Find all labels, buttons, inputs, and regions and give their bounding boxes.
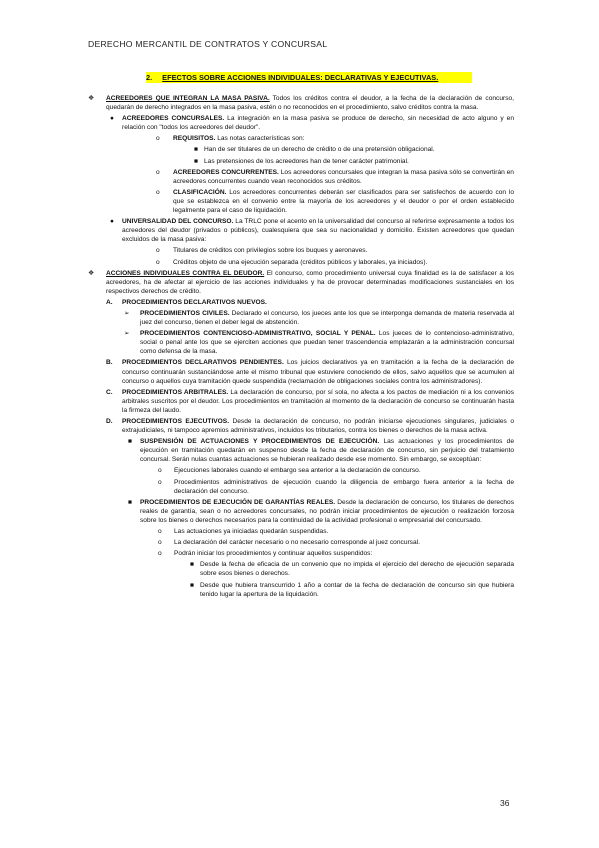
list-item (88, 134, 514, 143)
item-text: Las actuaciones y los procedimientos de ejecución en tramitación quedarán en suspenso desde la fecha de declaración de concurso, sin perjuicio del tratamiento concursal. Serán nulas cuantas actuaciones se hubieran realizado desde ese momento. Sin embargo, se exceptúan: (140, 438, 514, 464)
list-item (88, 527, 514, 536)
item-text: Todos los créditos contra el deudor, a la fecha de la declaración de concurso, quedarán de derecho integrados en la masa pasiva, estén o no reconocidos en el procedimiento, salvo créditos contra la masa. (106, 95, 514, 112)
list-item (88, 581, 514, 599)
list-item (88, 168, 514, 186)
list-item (88, 466, 514, 475)
item-text: Desde que hubiera transcurrido 1 año a contar de la fecha de declaración de concurso sin que hubiera tenido lugar la apertura de la liquidación. (200, 581, 514, 598)
list-item (88, 560, 514, 578)
item-text: Han de ser titulares de un derecho de crédito o de una pretensión obligacional. (204, 146, 435, 154)
circle-bullet-icon: o (158, 478, 162, 486)
list-item (88, 94, 514, 112)
item-text: Los acreedores concursales que integran la masa pasiva sólo se convertirán en acreedores concurrentes cuando vean reconocidos sus créditos. (173, 168, 514, 185)
list-item (88, 538, 514, 547)
list-item (88, 269, 514, 296)
item-text: Desde la declaración de concurso, los titulares de derechos reales de garantía, sean o no acreedores concursales, no podrán iniciar procedimientos de ejecución o realización forzosa sobre los bienes o derechos necesarios para la continuidad de la actividad profesional o empresarial del concursado. (140, 498, 514, 524)
list-item (88, 145, 514, 154)
item-text: Los jueces de lo contencioso-administrativo, social o penal ante los que se ejerciten acciones que puedan tener trascendencia emplazarán a la administración concursal como defensa de la masa. (140, 330, 515, 356)
item-text: La declaración de concurso, por sí sola, no afecta a los pactos de mediación ni a los convenios arbitrales suscritos por el deudor. Los procedimientos en tramitación al momento de la declaración de concurso se continuarán hasta la firmeza del laudo. (122, 388, 514, 414)
arrow-bullet-icon: ➢ (124, 330, 130, 338)
circle-bullet-icon: o (156, 247, 160, 255)
square-bullet-icon: ■ (128, 498, 132, 506)
list-item (88, 114, 514, 132)
list-item (88, 549, 514, 558)
list-item (88, 329, 514, 356)
document-body (88, 94, 514, 601)
bullet-icon: ● (110, 115, 114, 123)
item-text: La TRLC pone el acento en la universalidad del concurso al referirse expresamente a todos los acreedores del deudor (privados o públicos), cualesquiera que sea su nacionalidad y domicilio. Existen acreedores que quedan excluidos de la masa pasiva: (122, 218, 515, 244)
item-text: Ejecuciones laborales cuando el embargo sea anterior a la declaración de concurso. (174, 467, 421, 475)
item-heading: PROCEDIMIENTOS CIVILES. (140, 309, 230, 317)
item-text: Procedimientos administrativos de ejecución cuando la diligencia de embargo fuera anterior a la fecha de declaración del concurso. (174, 478, 514, 495)
item-text: Las actuaciones ya iniciadas quedarán suspendidas. (174, 528, 329, 536)
arrow-bullet-icon: ➢ (124, 309, 130, 317)
letter-marker: B. (106, 359, 113, 367)
circle-bullet-icon: o (156, 135, 160, 143)
section-number: 2. (146, 73, 153, 82)
letter-marker: D. (106, 418, 113, 425)
item-text: Titulares de créditos con privilegios sobre los buques y aeronaves. (173, 247, 368, 255)
square-bullet-icon: ■ (128, 438, 132, 446)
square-bullet-icon: ■ (190, 561, 194, 569)
list-item (88, 188, 514, 215)
item-heading: PROCEDIMIENTOS DE EJECUCIÓN DE GARANTÍAS REALES. (140, 498, 336, 506)
item-heading: PROCEDIMIENTOS ARBITRALES. (122, 388, 229, 396)
bullet-icon: ● (110, 218, 114, 226)
item-heading: SUSPENSIÓN DE ACTUACIONES Y PROCEDIMIENTOS DE EJECUCIÓN. (140, 438, 380, 446)
section-title-text: EFECTOS SOBRE ACCIONES INDIVIDUALES: DECLARATIVAS Y EJECUTIVAS. (162, 73, 439, 82)
circle-bullet-icon: o (158, 539, 162, 547)
item-text: Los juicios declarativos ya en tramitación a la fecha de la declaración de concurso continuarán sustanciándose ante el mismo tribunal que estuviere conociendo de ellos, salvo aquellos que se acumulen al concurso o aquellos cuya tramitación quede suspendida (reclamación de obligaciones sociales contra los administradores). (122, 359, 514, 385)
list-item (88, 358, 514, 385)
list-item (88, 217, 514, 244)
item-text: Los acreedores concurrentes deberán ser clasificados para ser satisfechos de acuerdo con lo que se establezca en el convenio entre la mayoría de los acreedores y el deudor o por el orden establecido legalmente para el caso de liquidación. (173, 188, 514, 215)
list-item (88, 417, 514, 435)
item-heading: PROCEDIMIENTOS EJECUTIVOS. (122, 418, 230, 425)
item-heading: CLASIFICACIÓN. (173, 188, 227, 196)
square-bullet-icon: ■ (194, 157, 198, 165)
list-item (88, 157, 514, 166)
item-text: Declarado el concurso, los jueces ante los que se interponga demanda de materia reservada al juez del concurso, tienen el deber legal de abstención. (140, 309, 514, 327)
running-header: DERECHO MERCANTIL DE CONTRATOS Y CONCURSAL (88, 39, 328, 49)
square-bullet-icon: ■ (194, 146, 198, 154)
item-heading: UNIVERSALIDAD DEL CONCURSO. (122, 218, 234, 226)
list-item (88, 258, 514, 267)
circle-bullet-icon: o (156, 188, 160, 196)
item-heading: PROCEDIMIENTOS CONTENCIOSO-ADMINISTRATIVO, SOCIAL Y PENAL. (140, 330, 376, 338)
circle-bullet-icon: o (158, 550, 162, 558)
circle-bullet-icon: o (156, 168, 160, 176)
circle-bullet-icon: o (158, 528, 162, 536)
item-heading: PROCEDIMIENTOS DECLARATIVOS NUEVOS. (122, 298, 267, 306)
item-heading: PROCEDIMIENTOS DECLARATIVOS PENDIENTES. (122, 359, 284, 367)
circle-bullet-icon: o (156, 258, 160, 266)
circle-bullet-icon: o (158, 467, 162, 475)
item-text: Créditos objeto de una ejecución separada (créditos públicos y laborales, ya iniciados). (173, 258, 428, 266)
item-heading: ACREEDORES CONCURRENTES. (173, 168, 279, 176)
list-item (88, 437, 514, 464)
list-item (88, 388, 514, 415)
list-item (88, 298, 514, 307)
item-text: La integración en la masa pasiva se produce de derecho, sin necesidad de acto alguno y en relación con "todos los acreedores del deudor". (122, 115, 514, 132)
item-text: El concurso, como procedimiento universal cuya finalidad es la de satisfacer a los acreedores, ha de afectar al ejercicio de las acciones individuales y ha de provocar determinadas modificaciones sustanciales en los respectivos derechos de crédito. (106, 269, 514, 295)
list-item (88, 246, 514, 255)
letter-marker: C. (106, 388, 113, 396)
item-text: Podrán iniciar los procedimientos y continuar aquellos suspendidos: (174, 550, 373, 558)
item-text: Las pretensiones de los acreedores han de tener carácter patrimonial. (204, 157, 409, 165)
item-heading: ACREEDORES QUE INTEGRAN LA MASA PASIVA. (106, 95, 270, 102)
section-title (146, 72, 472, 83)
item-text: La declaración del carácter necesario o no necesario corresponde al juez concursal. (174, 539, 420, 547)
item-heading: ACREEDORES CONCURSALES. (122, 115, 225, 123)
item-text: Las notas características son: (215, 135, 305, 143)
diamond-bullet-icon: ❖ (88, 95, 95, 102)
list-item (88, 309, 514, 327)
diamond-bullet-icon: ❖ (88, 269, 95, 277)
item-text: Desde la fecha de eficacia de un convenio que no impida el ejercicio del derecho de ejecución separada sobre esos bienes o derechos. (200, 561, 514, 578)
page-number: 36 (500, 798, 510, 808)
item-heading: REQUISITOS. (173, 135, 216, 143)
list-item (88, 478, 514, 496)
square-bullet-icon: ■ (190, 581, 194, 589)
item-text: Desde la declaración de concurso, no podrán iniciarse ejecuciones singulares, judiciales o extrajudiciales, ni tampoco apremios administrativos, incluidos los tributarios, contra los bienes o derechos de la masa activa. (122, 418, 514, 435)
item-heading: ACCIONES INDIVIDUALES CONTRA EL DEUDOR. (106, 269, 265, 277)
letter-marker: A. (106, 298, 113, 306)
list-item (88, 498, 514, 525)
